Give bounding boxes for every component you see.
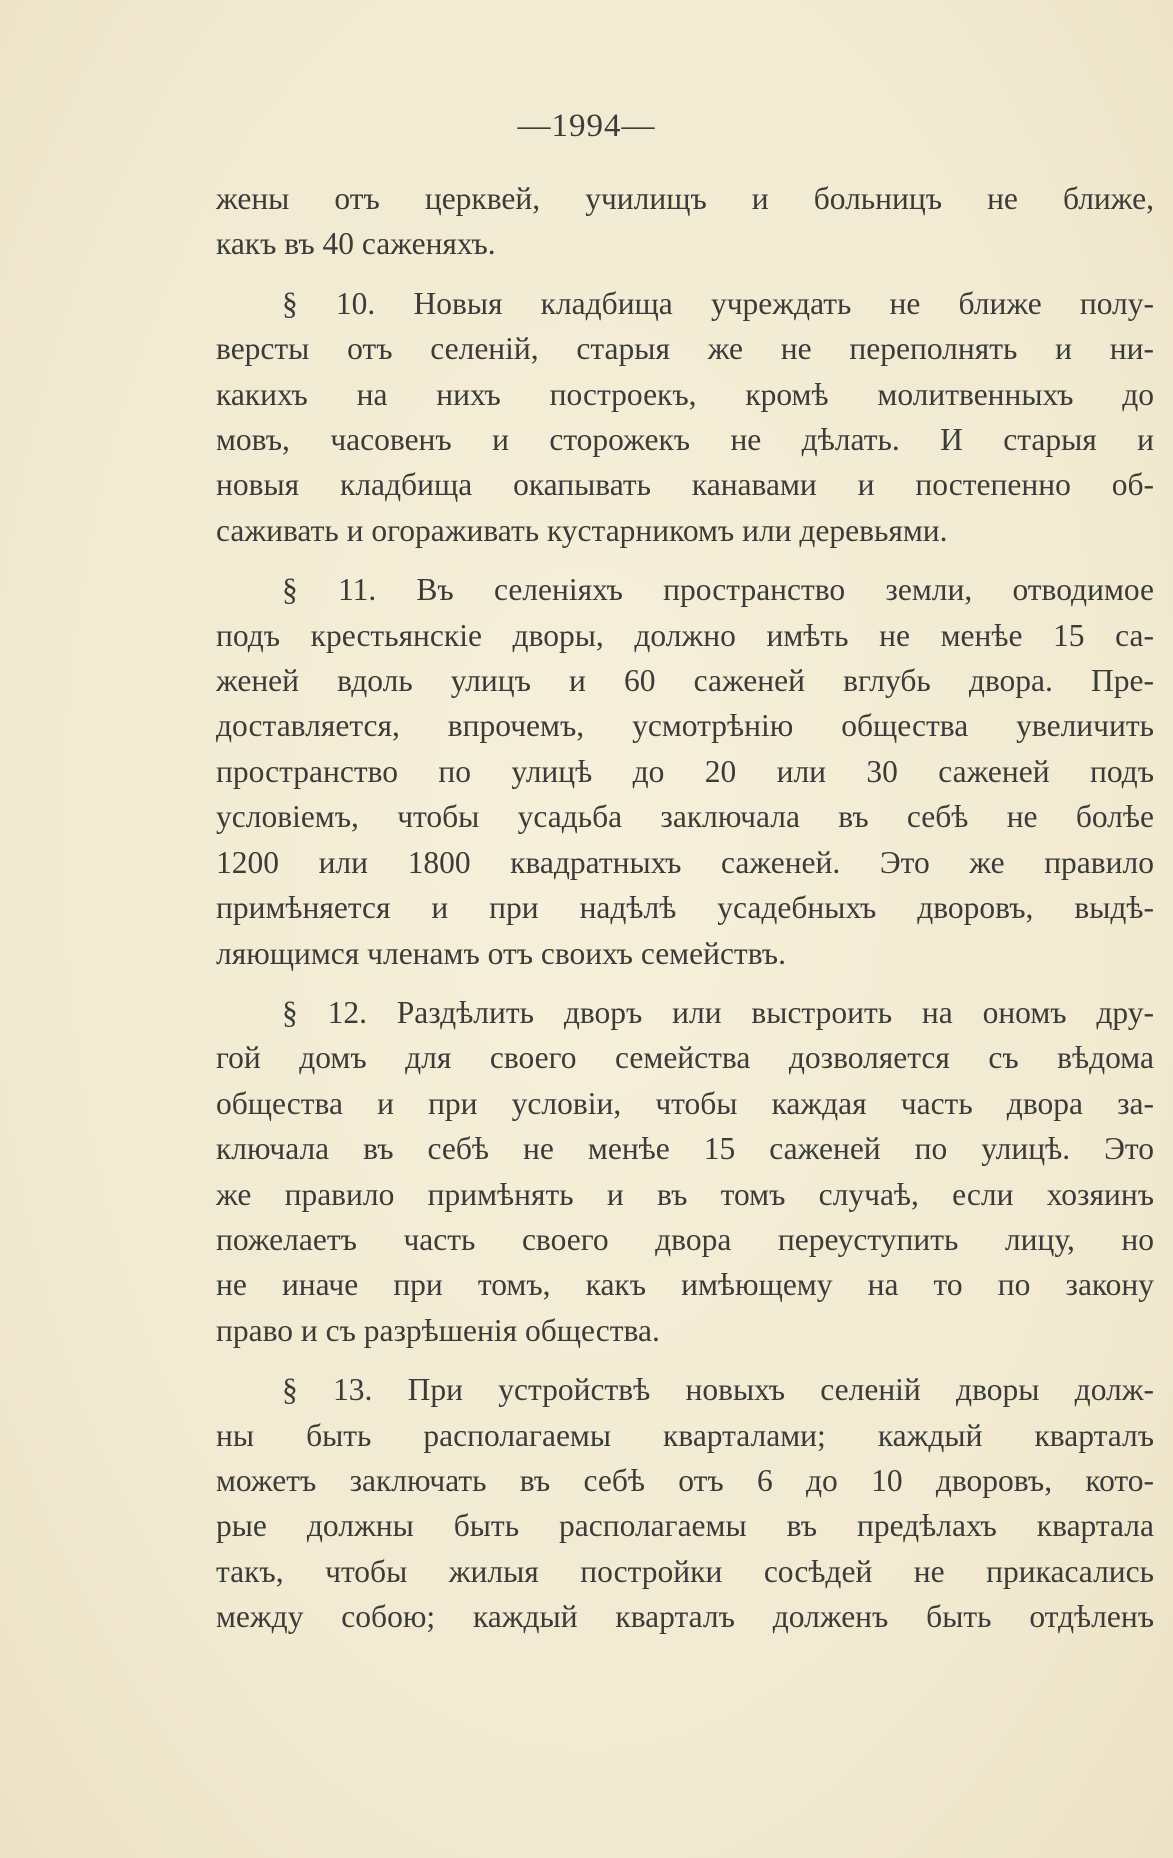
text-line: какъ въ 40 саженяхъ. [216,226,496,262]
text-line: условіемъ, чтобы усадьба заключала въ себѣ не болѣе [216,799,1154,835]
paragraph-section-11 [216,567,1154,976]
text-line: § 12. Раздѣлить дворъ или выстроить на ономъ дру- [282,994,1154,1030]
text-line: женей вдоль улицъ и 60 саженей вглубь двора. Пре- [216,663,1154,699]
text-line: рые должны быть располагаемы въ предѣлахъ квартала [216,1508,1154,1544]
paragraph-section-12 [216,990,1154,1353]
text-line: между собою; каждый кварталъ долженъ быть отдѣленъ [216,1599,1154,1635]
text-line: какихъ на нихъ построекъ, кромѣ молитвенныхъ до [216,376,1154,412]
text-line: жены отъ церквей, училищъ и больницъ не ближе, [216,181,1154,216]
text-line: доставляется, впрочемъ, усмотрѣнію общества увеличить [216,708,1154,744]
text-line: 1200 или 1800 квадратныхъ саженей. Это же правило [216,844,1154,880]
text-line: гой домъ для своего семейства дозволяется съ вѣдома [216,1040,1154,1076]
page-number: —1994— [517,108,656,144]
text-line: новыя кладбища окапывать канавами и постепенно об- [216,467,1154,503]
text-line: подъ крестьянскіе дворы, должно имѣть не менѣе 15 са- [216,617,1154,653]
text-line: § 13. При устройствѣ новыхъ селеній дворы долж- [282,1372,1154,1408]
text-line: ны быть располагаемы кварталами; каждый кварталъ [216,1417,1154,1453]
paragraph-continuation [216,176,1154,267]
text-line: примѣняется и при надѣлѣ усадебныхъ дворовъ, выдѣ- [216,890,1154,926]
text-line: можетъ заключать въ себѣ отъ 6 до 10 дворовъ, кото- [216,1462,1154,1498]
text-line: пространство по улицѣ до 20 или 30 саженей подъ [216,753,1154,789]
text-line: право и съ разрѣшенія общества. [216,1312,660,1348]
text-line: мовъ, часовенъ и сторожекъ не дѣлать. И старыя и [216,422,1154,458]
text-line: § 11. Въ селеніяхъ пространство земли, отводимое [282,572,1154,608]
paragraph-section-10 [216,281,1154,553]
text-line: саживать и огораживать кустарникомъ или деревьями. [216,512,948,548]
text-line: общества и при условіи, чтобы каждая часть двора за- [216,1085,1154,1121]
text-line: пожелаетъ часть своего двора переуступить лицу, но [216,1221,1154,1257]
text-line: ключала въ себѣ не менѣе 15 саженей по улицѣ. Это [216,1131,1154,1167]
text-line: такъ, чтобы жилыя постройки сосѣдей не прикасались [216,1553,1154,1589]
text-line: § 10. Новыя кладбища учреждать не ближе полу- [282,285,1154,321]
text-line: версты отъ селеній, старыя же не переполнять и ни- [216,331,1154,367]
text-line: не иначе при томъ, какъ имѣющему на то по закону [216,1267,1154,1303]
body-text [216,176,1154,1640]
paragraph-section-13 [216,1367,1154,1639]
text-line: же правило примѣнять и въ томъ случаѣ, если хозяинъ [216,1176,1154,1212]
text-line: ляющимся членамъ отъ своихъ семействъ. [216,935,786,971]
